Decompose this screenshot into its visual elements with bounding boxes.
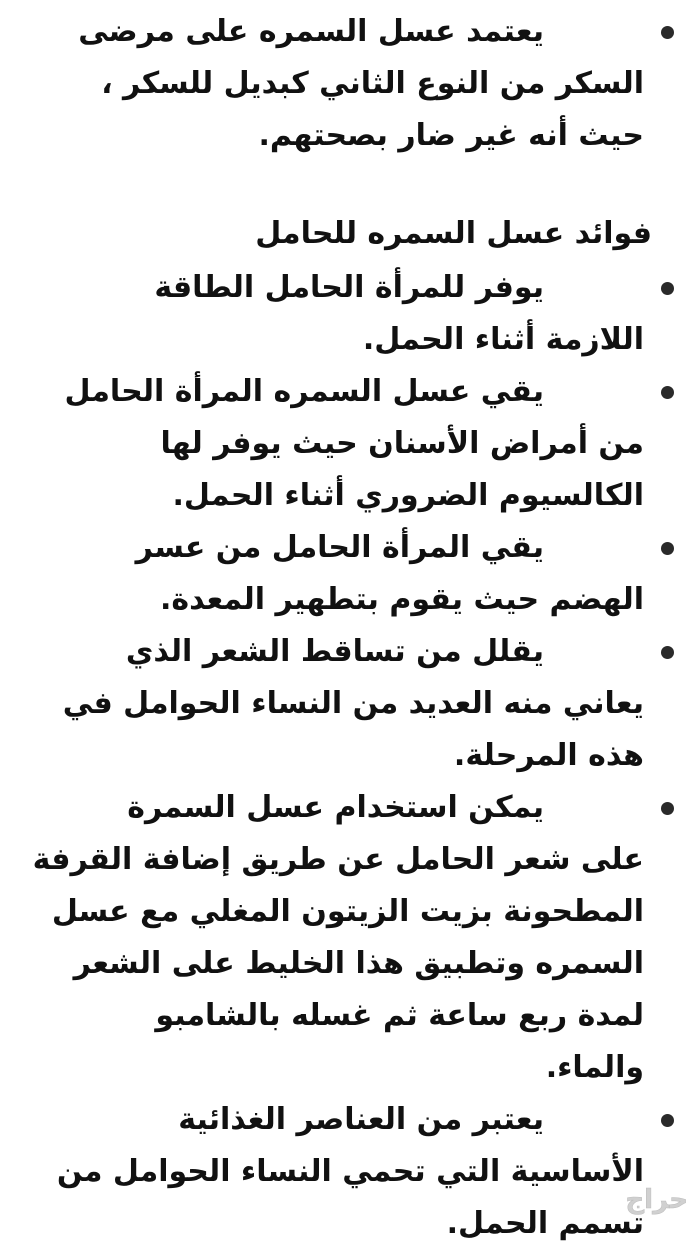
bullet-icon — [661, 386, 674, 399]
list-item-line: حيث أنه غير ضار بصحتهم. — [258, 118, 644, 153]
list-item — [48, 1094, 644, 1250]
bullet-icon — [661, 802, 674, 815]
section-heading: فوائد عسل السمره للحامل — [255, 216, 652, 251]
list-item-line: السمره وتطبيق هذا الخليط على الشعر — [73, 946, 644, 981]
watermark-text: حراج — [625, 1185, 688, 1215]
benefits-bullet-list — [32, 262, 644, 1250]
intro-bullet-list — [48, 6, 644, 162]
list-item-line: تسمم الحمل. — [446, 1206, 644, 1241]
list-item-line: يوفر للمرأة الحامل الطاقة — [154, 270, 544, 305]
bullet-icon — [661, 542, 674, 555]
bullet-icon — [661, 26, 674, 39]
list-item-line: الكالسيوم الضروري أثناء الحمل. — [172, 478, 644, 513]
list-item-line: الهضم حيث يقوم بتطهير المعدة. — [160, 582, 644, 617]
list-item-line: والماء. — [545, 1050, 644, 1085]
list-item — [48, 626, 644, 782]
list-item-line: على شعر الحامل عن طريق إضافة القرفة — [32, 842, 644, 877]
list-item-line: يعاني منه العديد من النساء الحوامل في — [62, 686, 644, 721]
list-item-line: لمدة ربع ساعة ثم غسله بالشامبو — [155, 998, 644, 1033]
bullet-icon — [661, 1114, 674, 1127]
list-item — [48, 262, 644, 366]
list-item — [48, 366, 644, 522]
bullet-icon — [661, 282, 674, 295]
list-item-line: هذه المرحلة. — [453, 738, 644, 773]
list-item-line: المطحونة بزيت الزيتون المغلي مع عسل — [51, 894, 644, 929]
list-item-line: يقي المرأة الحامل من عسر — [135, 530, 544, 565]
list-item-line: يعتمد عسل السمره على مرضى — [78, 14, 544, 49]
bullet-icon — [661, 646, 674, 659]
list-item — [32, 782, 644, 1094]
list-item-line: من أمراض الأسنان حيث يوفر لها — [160, 426, 644, 461]
list-item-line: يمكن استخدام عسل السمرة — [127, 790, 544, 825]
haraj-watermark-logo — [588, 1180, 694, 1218]
list-item-line: السكر من النوع الثاني كبديل للسكر ، — [101, 66, 644, 101]
list-item — [48, 6, 644, 162]
list-item-line: الأساسية التي تحمي النساء الحوامل من — [56, 1154, 644, 1189]
list-item-line: يقلل من تساقط الشعر الذي — [125, 634, 544, 669]
list-item-line: يعتبر من العناصر الغذائية — [178, 1102, 544, 1137]
list-item — [48, 522, 644, 626]
list-item-line: يقي عسل السمره المرأة الحامل — [64, 374, 544, 409]
list-item-line: اللازمة أثناء الحمل. — [362, 322, 644, 357]
